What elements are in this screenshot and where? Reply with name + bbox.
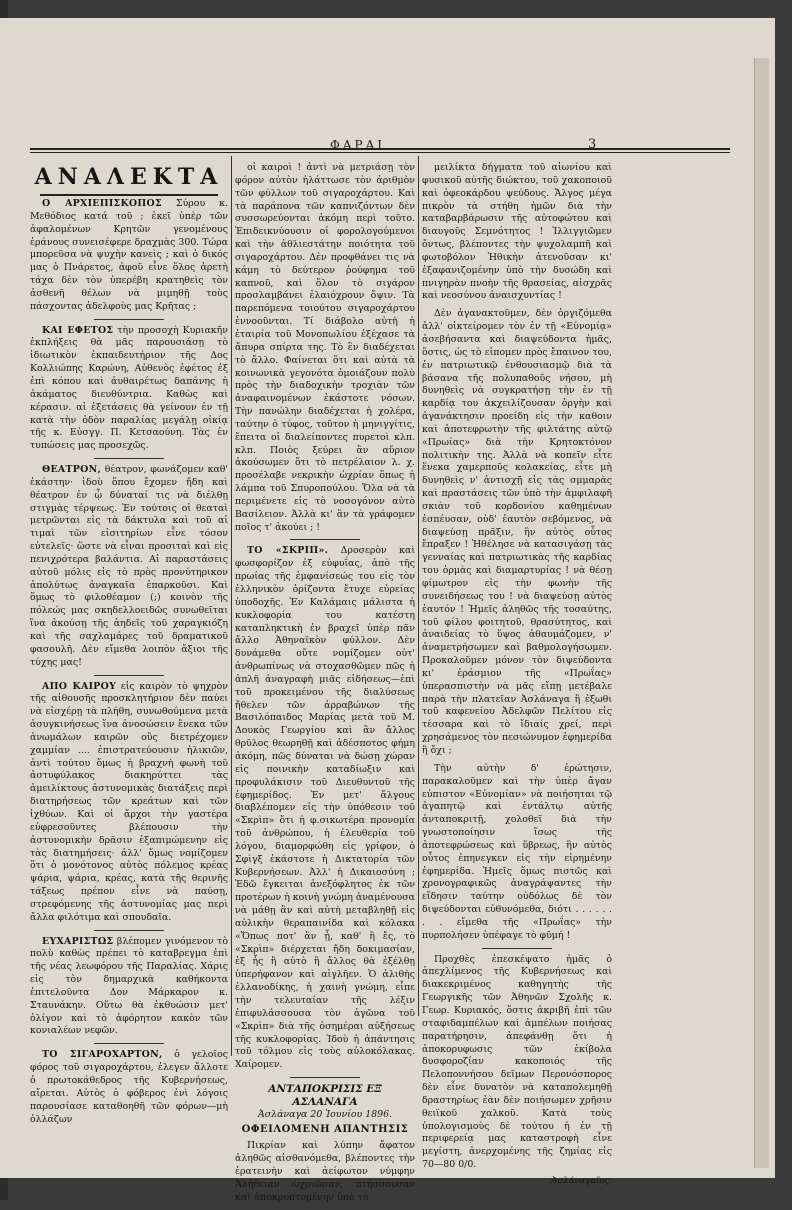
article <box>30 936 228 1039</box>
separator <box>94 675 164 676</box>
article <box>30 1049 228 1126</box>
article-text: εἰς καιρὸν τὸ ψηχρὸν τῆς αἰθουσῆς προσκλητήριον δὲν παύει νὰ εἰσχέρῃ τὰ πλήθη, συνωθούμενα μετὰ ἀσυγκινήσεως ἵνα ἀνοσώσειν ἕνεκα τῶν ἀνωμάλων καιρῶν οὓς διετρέχομεν χαμμίαν .... ἐπιστρατεύουσιν ἡλικιῶν, ἀντὶ τούτου ὅμως ἡ βραχνὴ φωνὴ τοῦ ἀστυφύλακος διακηρύττει τὰς ἀμειλίκτους ἀστυνομικὰς διατάξεις περὶ διατηρήσεως τῶν κρεάτων καὶ τῶν ἰχθύων. Καὶ οἱ ἄρχοι τὴν γαστέρα εὐφρεσοῦντες βλέπουσιν τὴν ἀστυνομικὴν δρᾶσιν ἐξαπιμώμενην εἰς τὰς διατημήσεις· ἀλλ' ὅμως νομίζομεν ὅτι ὁ μονότονος αὐτὸς πόλεμος κρέας ψάρια, ψάρια, κρέας, κατὰ τῆς θερινῆς τάξεως πρέπον εἶνε νὰ παύσῃ, στρεφόμενης τῆς ἀστυνομίας μας περὶ ἄλλα φιλότιμα καὶ σπουδαῖα. <box>30 680 229 923</box>
article-text: βλέπομεν γινόμενον τὸ πολὺ καθὼς πρέπει τὸ καταβρεγμα ἐπὶ τῆς νέας λεωφόρου τῆς Παραλίας. Χάρις εἰς τὸν δημαρχικὰ καθήκοντα ἐπιτελοῦντα Δον Μάρκαρον κ. Σταυνάκην. Οὕτω θὰ ἐκθυώσιν μετ' ὀλίγον καὶ τὸ ἀφόρητον κακὸν τῶν κονιαλέων νεφῶν. <box>30 935 228 1037</box>
separator <box>94 319 164 320</box>
page-edge <box>754 58 769 1168</box>
article-text: Δροσερὸν καὶ φωσφορίζον ἐξ εὐφυΐας, ἀπὸ τῆς πρωίας τῆς ἐμφανίσεώς του εἰς τὸν ἑλληνικὸν ὁρίζοντα ἔτυχε εὐρείας ὑποδοχῆς. Ἐν Καλάμαις μάλιστα ἡ κυκλοφορία του κατέστη καταπληκτικὴ ἐν βραχεῖ ὑπὲρ πᾶν ἄλλο Ἀθηναϊκὸν φύλλον. Δὲν δυνάμεθα οὔτε νομίζομεν οὐτ' ἀνθρωπίνως νὰ στοχασθῶμεν πῶς ἡ ἁπλῆ ἀναγραφὴ μιᾶς εἰδήσεως—ἐπὶ τοῦ προκειμένου τῆς διαλύσεως ἤθελεν τῶν ἀρραβώνων τῆς Βασιλόπαιδος Μαρίας μετὰ τοῦ Μ. Δουκὸς Γεωργίου καὶ ἂν ἄλλος θρῦλος θεωρηθῇ καὶ ἀδέσποτος φήμη ἀκόμη, πῶς δύναται νὰ δώσῃ χώραν εἰς ποινικὴν καταδίωξιν καὶ προφυλάκισιν τοῦ Διευθυντοῦ τῆς ἐφημερίδος. Ἐν μετ' ἄλγους διαβλέπομεν εἰς τὴν ὑπόθεσιν τοῦ «Σκρὶπ» ὅτι ἡ φ.σικωτέρα προνομία τοῦ ἀνθρώπου, ἡ ἐλευθερία τοῦ λόγου, διαμορφώθη εἰς γρίφον, ὁ Σφὶγξ ἑκάστοτε ἡ Δικτατορία τῶν Κυβερνήσεων. Ἀλλ' ἡ Δικαιοσύνη ; Ἐδῶ ἔγκειται ἀνεξόφλητος ἐκ τῶν προτέρων ἡ κοινὴ γνώμη ἀναμένουσα νὰ μάθῃ ἂν καὶ αὐτὴ μεταβληθῇ εἰς αὐλικὴν θεραπαινίδα καὶ κόλακα «Ὅπως ποτ' ἂν ᾖ, καθ' ἣ ἔς, τὸ «Σκρὶπ» διέρχεται ἤδη δοκιμασίαν, ἐξ ἧς ἢ αὐτὸ ἢ ἄλλος θὰ ἐξέλθῃ ὑπερήφανον καὶ αἰγλῆεν. Ὁ ἀλιθὴς ἐλλανοδίκης, ἡ χαινὴ γνώμη, εἶπε τὴν τελευταίαν τῆς λέξιν ἐπιφυλάσσουσα τὸν ἀγῶνα τοῦ «Σκρὶπ» διὰ τῆς ὁσημέραι αὐξήσεως τῆς κυκλοφορίας. Ἰδοὺ ἡ ἀπάντησις τοῦ τόλμου εἰς τοὺς αὐλοκόλακας. Χαίρομεν. <box>235 545 415 1071</box>
separator <box>94 458 164 459</box>
paragraph: οἱ καιροὶ ! ἀντὶ νὰ μετριάσῃ τὸν φόρον αὐτὸν ἠλάττωσε τὸν ἀριθμὸν τῶν φύλλων τοῦ σιγαροχάρτου. Καὶ τὰ παράπονα τῶν καπνιζόντων δὲν συσσωρεύονται ἀκόμη περὶ τοῦτο. Ἐπιδεικνύουσιν οἱ φορολογούμενοι καὶ τὴν ἀθλιεστάτην ποιότητα τοῦ σιγαροχάρτου. Δὲν προφθάνει τις νὰ κάμη τὸ δεύτερον ῥούφημα τοῦ καπνοῦ, καὶ ὅλον τὸ σιγάρον προσλαμβάνει ἐλαιόχρουν ὄψιν. Τὰ παρεπόμενα τοιούτου σιγαροχάρτου ἐννοοῦνται. Τί διάβολο αὐτὴ ἡ ἑταιρία τοῦ Μονοπωλίου ἐξέχασε τὰ ἄπυρα σπίρτα της. Τὸ ἓν διαδέχεται τὸ ἄλλο. Φαίνεται ὅτι καὶ αὐτὰ τὰ κοινωνικὰ γεγονότα ὁμοιάζουν πολὺ πρὸς τὴν διαδοχικὴν τροχιὰν τῶν ἀναφαινομένων ἑκάστοτε νόσων. Τὴν πανώλην διαδέχεται ἡ χολέρα, ταύτην ὁ τύφος, τοῦτον ἡ μηνιγγίτις, ἔπειτα οἱ διαλείποντες πυρετοὶ κλπ. κλπ. Ποιὸς ξεύρει ἂν αὔριον ἀκούσωμεν ὅτι τὸ πετρέλαιον λ. χ. προσέλαβε νεκρικὴν ὠχρίαν ὅπως ἡ λάμπα τοῦ Σπυροπούλου. Ὅλα νὰ τὰ περιμένετε εἰς τὸ νοσογόνον αὐτὸ Βασίλειον. Ἀλλὰ κι' ἂν τὰ γράφομεν ποῖος τ' ἀκούει ; ! <box>235 162 415 533</box>
separator <box>482 948 552 949</box>
signature: Ἀσλάναγαῖος. <box>551 1175 612 1186</box>
paragraph: Προχθὲς ἐπεσκέψατο ἡμᾶς ὁ ἀπεχλίμενος τῆς Κυβερνήσεως καὶ διακεκριμένος καθηγητὴς τῆς Γεωργικῆς τῶν Ἀθηνῶν Σχολῆς κ. Γεωρ. Κυριακός, ὅστις ἀκριβῆ ἐπὶ τῶν σταφιδαμπέλων καὶ ἀμπέλων ποιήσας παρατήρησιν, ἀπεφάνθῃ ὅτι ἡ ἀποκορυφωσις τῶν ἐκίβολα δυσφοροζίαν κακοποιός τῆς Πελοποννήσου δεῖμων Περονόσπορος δὲν εἶνε δυνατὸν νὰ καταπολεμηθῇ δραστηρίως ἐὰν δὲν ποιήσωμεν χρῆσιν θειϊκοῦ χαλκοῦ. Κατὰ τοὺς ὑπολογισμοὺς δὲ τούτου ἡ ἐν τῇ περιφερείᾳ μας καταστροφὴ εἶνε μεγίστη, ἀνερχομένης τῆς ζημίας εἰς 70—80 0/0. <box>422 953 612 1171</box>
masthead-rule <box>40 194 218 196</box>
paragraph: μειλίκτα δήγματα τοῦ αἰωνίου καὶ φυσικοῦ αὐτῆς διώκτου, τοῦ χακοποιοῦ καὶ ὀφεοκάρδου ψεύδους. Ἄλγος μέγα πικρὸν τὰ στήθη ἡμῶν διὰ τὴν καταβαρβάρωσιν τῆς αὐτοφώτου καὶ διαυγοῦς Σεμνότητος ! Ἰλλιγγιῶμεν ὄντως, βλέποντες τὴν ψυχολαμπῆ καὶ φωτοβόλον Ἠθικὴν ἀτενοῦσαν κι' ἐξαφανιζομένην ὑπὸ τὴν δυσώδη καὶ πνιγηρὰν πνοὴν τῆς θρασείας, αἰσχρᾶς καὶ νεοσύνου ἀναισχυντίας ! <box>422 162 612 302</box>
column-divider-2 <box>418 156 419 1016</box>
section-title: ΑΝΤΑΠΟΚΡΙΣΙΣ ΕΞ ΑΣΛΑΝΑΓΑ <box>268 1083 382 1108</box>
header-rule <box>30 148 730 150</box>
separator <box>94 930 164 931</box>
article-lead: ΤΟ «ΣΚΡΙΠ». <box>247 545 329 557</box>
section-masthead: ΑΝΑΛΕΚΤΑ <box>34 164 224 190</box>
section-subhead: ΟΦΕΙΛΟΜΕΝΗ ΑΠΑΝΤΗΣΙΣ <box>241 1123 409 1135</box>
paragraph: Δὲν ἀγανακτοῦμεν, δὲν ὀργιζόμεθα ἀλλ' οἰκτείρομεν τὸν ἐν τῇ «Εὐνομίᾳ» ἀσεβήσαντα καὶ διαψεύδοντα ἡμᾶς, ὅστις, ὡς τὸ εἰπομεν πρὸς ἔπαινον του, ἐν πατριωτικῷ ἐνθουσιασμῷ διὰ τὰ βάσανα τῆς πολυπαθοῦς νήσου, μὴ δυνηθεὶς νὰ συγκρατήσῃ τὴν ἐν τῇ καρδίᾳ του ἀκχειλίζουσαν ὀργὴν καὶ ἀγανάκτησιν προείδη εἰς τὴν καθοιν καὶ ἀποτεφρωτὴν τῆς φιλτάτης αὐτῷ «Πρωίας» διὰ τὴν Κρητοκτόνον πολιτικὴν της. Ἀλλὰ νὰ κοπεῖν εἶτε ἕνεκα χαμερποῦς κολακείας, εἶτε μὴ δυνηθεὶς ν' ἀντισχῇ εἰς τὰς σμμαρὰς καὶ πραστάσεις τῶν ὑπὸ τὴν ἀμφιλαφῆ σκιὰν τοῦ κορδονίου καθημένων ἐσπέυσαν, οὐδ' ἑαυτὸν σεβόμενος, νὰ διαψεύσῃ πρᾶξιν, ἣν αὐτὸς οὗτος ἔπραξεν ! Ἠθέλησε νὰ κατασιγάσῃ τὰς γενναίας καὶ πατριωτικὰς τῆς καρδίας του ὁρμὰς καὶ διαμαρτυρίας ! νὰ θέσῃ φίμωτρον εἰς τὴν φωνὴν τῆς συνειδήσεως του ! νὰ διαψεύσῃ αὐτὸς ἑαυτόν ! Ἡμεῖς ἀληθῶς τῆς τοσαύτης, τοῦ φίλου φοιτητοῦ, θρασύτητος, καὶ ἀναιδείας τὸ ὕψος ἀθαυμάζομεν, ν' ἀναμετρήσωμεν καὶ βαθμολογήσωμεν. Προκαλοῦμεν μόνον τὸν διψεύδοντα κι' ἐράσμιον τῆς «Πρωΐας» ὑπερασπιστὴν νὰ μᾶς εἴπῃ μετέβαλε παρὰ τὴν πλατεῖαν Ἀσλάναγα ἢ ἐξωθι τοῦ καφενείου Ἀδελφῶν Πελίτου εἰς τέσσαρα καὶ τὸ ἴδιαίς χρεί, περὶ χρησάμενος τὸν πεσιώνυμον ἐφημερίδα ἢ ὄχι ; <box>422 308 612 756</box>
article-lead: ΕΥΧΑΡΙΣΤΩΣ <box>42 935 114 947</box>
article-lead: ΘΕΑΤΡΟΝ, <box>42 464 102 476</box>
article <box>30 464 228 670</box>
column-1 <box>30 162 228 1131</box>
article-text: θέατρον, φωνάζομεν καθ' ἑκάστην· ἰδοὺ ὅπου ἔχομεν ἤδη καὶ θέατρον ἐν ᾧ δύναταί τις νὰ διέλθῃ στιγμὰς τέρψεως. Ἐν τούτοις οἱ θεαταὶ μετρῶνται εἰς τὰ δάκτυλα καὶ τοῦ αἱ τιμαὶ τῶν εἰσιτηρίων εἶνε τόσον εὐτελεῖς· ὥστε νὰ εἶναι προσιταὶ καὶ εἰς πενιχρότερα βαλάντια. Αἱ παραστάσεις αὐτοῦ μόλις εἰς τὸ πρὸς προνύτηρικον ἀπολύτως ἀναγκαῖα ἐπαρκοῦσι. Καὶ ὅμως τὸ φιλοθέαμον (;) κοινὸν τῆς πόλεώς μας σκηδελλοειδῶς συνωθεῖται ἵνα ἀκούσῃ τῆς ἀηδεῖς τοῦ χαραγκιόζη καὶ τῆς σαχλαμάρες τοῦ δραματικοῦ φασουλῆ. Δὲν εἴμεθα λοιπὸν ἄξιοι τῆς τύχης μας! <box>30 464 228 668</box>
page-number: 3 <box>588 137 597 152</box>
article <box>30 325 228 453</box>
separator <box>290 1077 360 1078</box>
column-2 <box>235 162 415 1210</box>
separator <box>290 539 360 540</box>
column-divider-1 <box>231 156 232 1056</box>
running-title: ΦΑΡΑΙ <box>330 138 385 152</box>
paragraph: Πικρίαν καὶ λύπην ἄφατον ἀληθῶς αἰσθανόμεθα, βλέποντες τὴν ἐρατεινὴν καὶ ἀείφωτον νύμφην Ἀλήθειαν ὠχριῶσαν, πτήσσουσαν καὶ ἀποκρυπτομένην ὑπὸ τὰ <box>235 1140 415 1203</box>
article-lead: ΚΑΙ ΕΦΕΤΟΣ <box>42 324 114 336</box>
article-text: Σύρου κ. Μεθόδιος κατά τοῦ ; ἐκεῖ ὑπὲρ τῶν ἀφαλομένων Κρητῶν γενομένους ἐράνους συνεισέφερε δραχμὰς 300. Τώρα μπορεῦσα νὰ ψυχὴν κανεὶς ; καὶ ὁ δικός μας ὁ Πνάρετος, ἀφοῦ εἶνε ὅλος ἀρετὴ τάχα δὲν τὸν ὑπερέβη κρατηθεὶς τὸν ἀσθενῆ θέλων νὰ μιμηθῇ τοὺς πάσχοντας ἀδελφοὺς μας Κρῆτας ; <box>30 198 229 312</box>
header-rule-thin <box>30 152 730 153</box>
article-lead: ΤΟ ΣΙΓΑΡΟΧΑΡΤΟΝ, <box>42 1049 163 1061</box>
article-lead: ΑΠΟ ΚΑΙΡΟΥ <box>42 680 117 692</box>
paragraph: Τὴν αὐτὴν δ' ἐρώτησιν, παρακαλοῦμεν καὶ τὴν ὑπὲρ ἄγαν εὐπιστον «Εὐνομίαν» νὰ ποιήσηται τῷ ἀγαπητῷ καὶ ἐντάλτῳ αὐτῆς ἀνταποκριτῇ, χολοθεῖ διὰ τὴν γνωστοποίησιν ἴσως τῆς ἀποτεφρώσεως καὶ ὕβρεως, ἣν αὐτὸς οὗτος ἐπηνεγκεν εἰς τὴν εἰρημένην ἐφημερίδα. Ἡμεῖς ὅμως πιστῶς καὶ χρονογραφικῶς ἀναγράψαντες τὴν εἴδησιν ταύτην οὐδόλως δὲ τὸν διψεύδονται εὐθυνόμεθα, διότι . . . . . . . . εἴμεθα τῆς «Πρωΐας» τὴν πυρπολήσεν ὑπέφαγε τὸ φῦμή ! <box>422 762 612 941</box>
article <box>30 198 228 314</box>
column-3 <box>422 162 612 1188</box>
article <box>235 545 415 1072</box>
article <box>30 681 228 925</box>
article-text: τὴν προσοχὴ Κυριακῆν ἐκπλήξεις θὰ μᾶς παρουσιάσῃ τὸ ἰδιωτικὸν ἐκπαιδευτήριον τῆς Δος Κολλιώπης Καρώνη, Αὐθενὸς ἐφέτος ἐξ ἑπὶ κόπου καὶ ἀυθαιρέτως δαπάνης ἡ ἀκάματος διευθύντρια. Καθὼς καὶ κέρασιν. αἱ ἐξετάσεις θὰ γείνουν ἐν τῇ κατὰ τὴν ὁδὸν παραλίας μεγάλῃ οἰκίᾳ τῆς κ. Εὐσγγ. Π. Κετσαούνη. Τὰς ἐν τυπώσεις μας προσεχῶς. <box>30 324 228 452</box>
separator <box>94 1043 164 1044</box>
dateline: Ἀσλάναγα 20 Ἰουνίου 1896. <box>257 1108 393 1120</box>
article-text: ὁ γελοῖος φόρος τοῦ σιγαροχάρτου, ἐλεγεν ἄλλοτε ὁ πρωτοκάθεδρος τῆς Κυβερνήσεως, αἴρεται. Αὐτὸς ὁ φόβερος ἐνὶ λόγοις παρουσίασε καταθοηθῆ τῶν φόρων—μὴ ὁλλάζων <box>30 1049 228 1125</box>
article-lead: Ο ΑΡΧΙΕΠΙΣΚΟΠΟΣ <box>42 198 162 209</box>
